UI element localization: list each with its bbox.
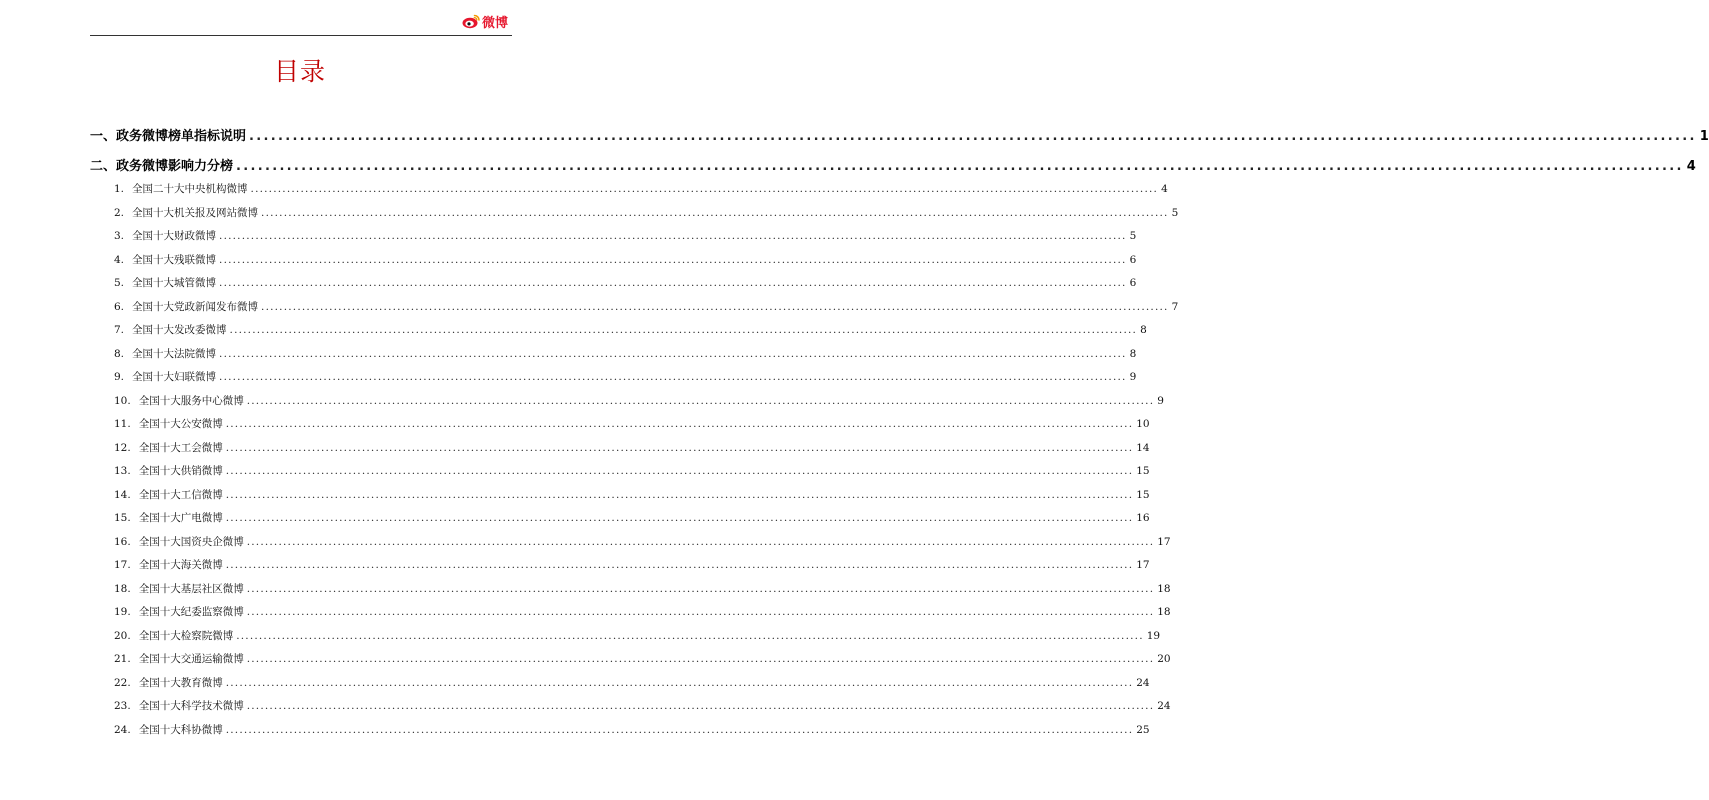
weibo-logo: [462, 11, 508, 31]
toc-entry-number: 18.: [114, 583, 131, 595]
toc-entry-number: 9.: [114, 371, 125, 383]
weibo-logo-text: 微博: [482, 15, 509, 31]
toc-entry-label: 全国十大党政新闻发布微博: [132, 301, 259, 313]
toc-page-number: 8: [1140, 324, 1147, 336]
toc-entry[interactable]: [114, 722, 1150, 737]
toc-entry[interactable]: [114, 675, 1150, 690]
toc-entry-label: 全国十大残联微博: [132, 254, 217, 266]
toc-dot-leader: ........................................................................................................................................................................................................: [236, 630, 1144, 642]
toc-entry[interactable]: [114, 369, 1137, 384]
toc-dot-leader: ........................................................................................................................................................................................................: [236, 159, 1684, 174]
toc-dot-leader: ........................................................................................................................................................................................................: [219, 254, 1127, 266]
toc-dot-leader: ........................................................................................................................................................................................................: [229, 324, 1138, 336]
toc-entry-label: 全国十大财政微博: [132, 230, 217, 242]
toc-dot-leader: ........................................................................................................................................................................................................: [246, 606, 1155, 618]
toc-entry-label: 全国十大科协微博: [138, 724, 223, 736]
toc-dot-leader: ........................................................................................................................................................................................................: [225, 489, 1134, 501]
toc-page-number: 1: [1699, 129, 1709, 144]
toc-entry[interactable]: [114, 698, 1171, 713]
toc-entry-label: 全国十大广电微博: [138, 512, 223, 524]
toc-entry-number: 7.: [114, 324, 125, 336]
toc-entry-number: 23.: [114, 700, 131, 712]
toc-page-number: 14: [1136, 442, 1150, 454]
toc-page-number: 6: [1129, 254, 1137, 266]
toc-section-entry[interactable]: [90, 125, 1709, 144]
toc-entry-number: 14.: [114, 489, 131, 501]
toc-dot-leader: ........................................................................................................................................................................................................: [225, 677, 1134, 689]
toc-dot-leader: ........................................................................................................................................................................................................: [225, 418, 1134, 430]
toc-dot-leader: ........................................................................................................................................................................................................: [219, 277, 1127, 289]
toc-entry-label: 全国十大海关微博: [138, 559, 223, 571]
toc-entry-number: 11.: [114, 418, 131, 430]
toc-entry-label: 全国十大工信微博: [138, 489, 223, 501]
toc-page-number: 9: [1129, 371, 1137, 383]
toc-entry-label: 全国十大交通运输微博: [138, 653, 244, 665]
toc-dot-leader: ........................................................................................................................................................................................................: [246, 536, 1155, 548]
toc-page-number: 24: [1136, 677, 1150, 689]
toc-dot-leader: ........................................................................................................................................................................................................: [246, 395, 1155, 407]
toc-section-entry[interactable]: [90, 155, 1696, 174]
toc-entry-label: 全国十大科学技术微博: [138, 700, 244, 712]
toc-entry-number: 4.: [114, 254, 125, 266]
toc-dot-leader: ........................................................................................................................................................................................................: [219, 371, 1127, 383]
toc-entry-label: 全国十大国资央企微博: [138, 536, 244, 548]
toc-entry-number: 13.: [114, 465, 131, 477]
toc-entry-label: 二、政务微博影响力分榜: [90, 159, 234, 174]
toc-entry-label: 全国十大基层社区微博: [138, 583, 244, 595]
toc-page-number: 18: [1157, 606, 1171, 618]
toc-entry[interactable]: [114, 463, 1150, 478]
weibo-eye-icon: [462, 13, 480, 29]
toc-page-number: 9: [1157, 395, 1164, 407]
toc-entry[interactable]: [114, 181, 1168, 196]
toc-dot-leader: ........................................................................................................................................................................................................: [246, 583, 1155, 595]
toc-entry-label: 全国十大发改委微博: [132, 324, 227, 336]
toc-entry-label: 全国十大机关报及网站微博: [132, 207, 259, 219]
toc-page-number: 5: [1171, 207, 1179, 219]
toc-dot-leader: ........................................................................................................................................................................................................: [225, 559, 1134, 571]
toc-page-number: 10: [1136, 418, 1150, 430]
toc-entry[interactable]: [114, 299, 1179, 314]
toc-entry[interactable]: [114, 346, 1137, 361]
toc-page-number: 7: [1171, 301, 1179, 313]
toc-entry[interactable]: [114, 416, 1150, 431]
toc-entry-number: 2.: [114, 207, 125, 219]
toc-entry-label: 全国十大服务中心微博: [138, 395, 244, 407]
toc-entry[interactable]: [114, 510, 1150, 525]
toc-page-number: 16: [1136, 512, 1150, 524]
toc-page-number: 17: [1136, 559, 1150, 571]
toc-page-number: 18: [1157, 583, 1171, 595]
toc-entry-number: 10.: [114, 395, 131, 407]
toc-page-number: 20: [1157, 653, 1171, 665]
toc-dot-leader: ........................................................................................................................................................................................................: [246, 653, 1155, 665]
toc-entry[interactable]: [114, 322, 1147, 337]
toc-entry-label: 全国二十大中央机构微博: [132, 183, 248, 195]
toc-entry-number: 5.: [114, 277, 125, 289]
toc-entry-label: 全国十大供销微博: [138, 465, 223, 477]
toc-entry-label: 全国十大公安微博: [138, 418, 223, 430]
toc-dot-leader: ........................................................................................................................................................................................................: [225, 442, 1134, 454]
toc-dot-leader: ........................................................................................................................................................................................................: [219, 230, 1127, 242]
toc-entry[interactable]: [114, 534, 1171, 549]
toc-entry-number: 17.: [114, 559, 131, 571]
toc-entry-label: 全国十大教育微博: [138, 677, 223, 689]
toc-page-number: 17: [1157, 536, 1171, 548]
toc-entry[interactable]: [114, 487, 1150, 502]
toc-entry-number: 16.: [114, 536, 131, 548]
toc-page-number: 8: [1129, 348, 1137, 360]
toc-page-number: 15: [1136, 489, 1150, 501]
toc-entry-label: 全国十大法院微博: [132, 348, 217, 360]
toc-entry[interactable]: [114, 275, 1137, 290]
toc-entry-number: 15.: [114, 512, 131, 524]
toc-dot-leader: ........................................................................................................................................................................................................: [250, 183, 1159, 195]
toc-dot-leader: ........................................................................................................................................................................................................: [261, 207, 1169, 219]
toc-entry-number: 6.: [114, 301, 125, 313]
toc-page-number: 25: [1136, 724, 1150, 736]
toc-page-number: 19: [1146, 630, 1161, 642]
toc-entry-number: 19.: [114, 606, 131, 618]
toc-entry[interactable]: [114, 205, 1179, 220]
toc-entry[interactable]: [114, 604, 1171, 619]
toc-page-number: 24: [1157, 700, 1171, 712]
toc-entry-number: 12.: [114, 442, 131, 454]
toc-entry[interactable]: [114, 651, 1171, 666]
toc-entry-number: 8.: [114, 348, 125, 360]
toc-dot-leader: ........................................................................................................................................................................................................: [219, 348, 1127, 360]
toc-dot-leader: ........................................................................................................................................................................................................: [225, 724, 1134, 736]
toc-entry-number: 20.: [114, 630, 131, 642]
toc-entry-number: 3.: [114, 230, 125, 242]
toc-entry[interactable]: [114, 228, 1137, 243]
toc-entry[interactable]: [114, 393, 1164, 408]
toc-entry[interactable]: [114, 628, 1161, 643]
toc-page-number: 5: [1129, 230, 1137, 242]
toc-dot-leader: ........................................................................................................................................................................................................: [225, 512, 1134, 524]
toc-entry-label: 全国十大城管微博: [132, 277, 217, 289]
toc-entry-label: 全国十大检察院微博: [138, 630, 234, 642]
toc-entry-label: 全国十大纪委监察微博: [138, 606, 244, 618]
toc-entry[interactable]: [114, 252, 1137, 267]
toc-entry-label: 全国十大妇联微博: [132, 371, 217, 383]
toc-page-number: 4: [1161, 183, 1168, 195]
toc-page-number: 15: [1136, 465, 1150, 477]
toc-dot-leader: ........................................................................................................................................................................................................: [249, 129, 1697, 144]
toc-page-number: 4: [1686, 159, 1696, 174]
toc-entry-number: 21.: [114, 653, 131, 665]
toc-entry-label: 全国十大工会微博: [138, 442, 223, 454]
toc-dot-leader: ........................................................................................................................................................................................................: [261, 301, 1169, 313]
toc-dot-leader: ........................................................................................................................................................................................................: [246, 700, 1155, 712]
page-title: 目录: [273, 57, 326, 86]
toc-page-number: 6: [1129, 277, 1137, 289]
toc-entry[interactable]: [114, 557, 1150, 572]
toc-entry-number: 24.: [114, 724, 131, 736]
toc-entry-number: 22.: [114, 677, 131, 689]
toc-dot-leader: ........................................................................................................................................................................................................: [225, 465, 1134, 477]
header-divider: [90, 35, 512, 36]
toc-entry-number: 1.: [114, 183, 125, 195]
toc-entry-label: 一、政务微博榜单指标说明: [90, 129, 247, 144]
toc-entry[interactable]: [114, 581, 1171, 596]
toc-entry[interactable]: [114, 440, 1150, 455]
